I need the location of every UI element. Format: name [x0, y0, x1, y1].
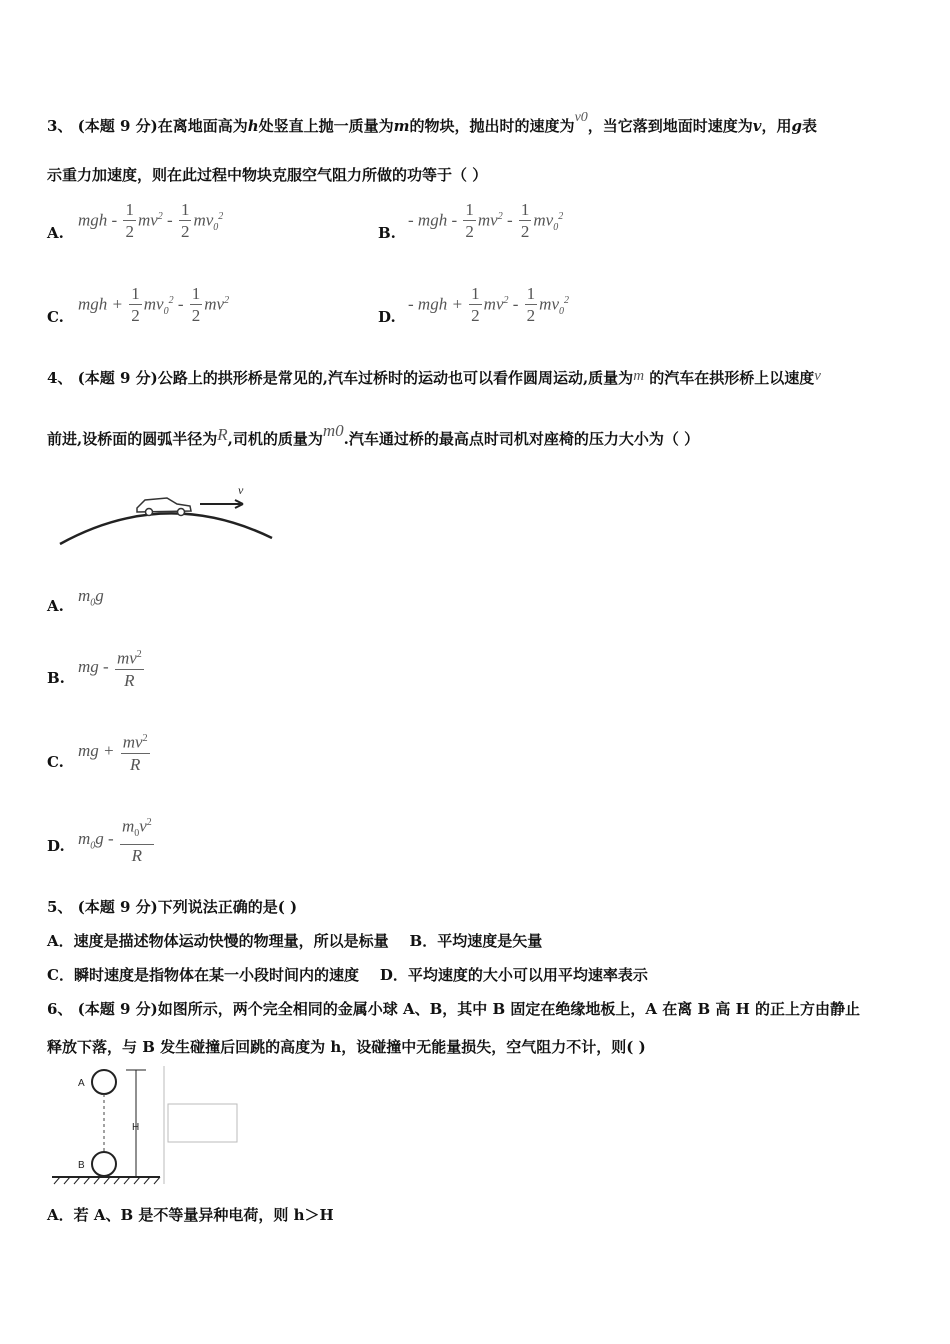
- q3-option-a-label: A.: [47, 224, 64, 242]
- q6-option-a: A．若 A、B 是不等量异种电荷，则 h＞H: [47, 1206, 334, 1224]
- q3-option-d-formula: - mgh + $\frac{1}{2}$ $mv^2$ - $\frac{1}{2}$ $mv_0^2$: [408, 284, 569, 325]
- bridge-arc: [60, 513, 272, 544]
- q4-stem-line2: 前进,设桥面的圆弧半径为R,司机的质量为m0.汽车通过桥的最高点时司机对座椅的压力大小为（ ）: [47, 421, 700, 448]
- q4-option-a-formula: $m_0g$: [78, 586, 104, 609]
- q6-stem-line1: 6、 (本题 9 分)如图所示，两个完全相同的金属小球 A、B，其中 B 固定在绝缘地板上，A 在离 B 高 H 的正上方由静止: [47, 1000, 861, 1018]
- ball-b: [92, 1152, 116, 1176]
- q4-option-a-label: A.: [47, 597, 64, 615]
- arched-bridge-figure: [55, 478, 280, 550]
- ball-a: [92, 1070, 116, 1094]
- q4-option-b-label: B.: [47, 669, 65, 687]
- q3-stem-line1: 3、 (本题 9 分)在离地面高为h处竖直上抛一质量为m的物块，抛出时的速度为v0，当它落到地面时速度为v，用g表: [47, 110, 818, 135]
- q5-options-line1: A．速度是描述物体运动快慢的物理量，所以是标量 B．平均速度是矢量: [47, 932, 543, 950]
- q4-option-c-formula: mg + $\frac{mv^2}{R}$: [78, 729, 152, 776]
- q4-option-d-formula: $m_0g$ - $\frac{m_0v^2}{R}$: [78, 813, 156, 867]
- q3-option-c-label: C.: [47, 308, 64, 326]
- blank-box: [168, 1104, 237, 1142]
- q4-option-c-label: C.: [47, 753, 64, 771]
- q4-option-b-formula: mg - $\frac{mv^2}{R}$: [78, 645, 146, 692]
- v0-symbol: v0: [574, 110, 588, 125]
- ball-a-label: A: [78, 1078, 85, 1089]
- q3-stem-line2: 示重力加速度，则在此过程中物块克服空气阻力所做的功等于（ ）: [47, 166, 488, 184]
- height-label: H: [132, 1122, 140, 1133]
- q3-option-b-formula: - mgh - $\frac{1}{2}$ $mv^2$ - $\frac{1}{2}$ $mv_0^2$: [408, 200, 564, 241]
- q3-option-a-formula: mgh - $\frac{1}{2}$ $mv^2$ - $\frac{1}{2}$ $mv_0^2$: [78, 200, 224, 241]
- q3-option-c-formula: mgh + $\frac{1}{2}$ $mv_0^2$ - $\frac{1}{2}$ $mv^2$: [78, 284, 230, 325]
- velocity-label: v: [238, 483, 244, 497]
- q3-option-d-label: D.: [378, 308, 396, 326]
- ground-hatch: [54, 1177, 160, 1184]
- q5-stem: 5、 (本题 9 分)下列说法正确的是( ): [47, 898, 298, 916]
- ball-b-label: B: [78, 1160, 85, 1171]
- q4-stem-line1: 4、 (本题 9 分)公路上的拱形桥是常见的,汽车过桥时的运动也可以看作圆周运动,质量为m 的汽车在拱形桥上以速度v: [47, 368, 821, 387]
- two-balls-figure: [48, 1064, 248, 1189]
- q6-stem-line2: 释放下落，与 B 发生碰撞后回跳的高度为 h，设碰撞中无能量损失，空气阻力不计，则( ): [47, 1038, 646, 1056]
- q3-option-b-label: B.: [378, 224, 396, 242]
- q5-options-line2: C．瞬时速度是指物体在某一小段时间内的速度 D．平均速度的大小可以用平均速率表示: [47, 966, 648, 984]
- q4-option-d-label: D.: [47, 837, 65, 855]
